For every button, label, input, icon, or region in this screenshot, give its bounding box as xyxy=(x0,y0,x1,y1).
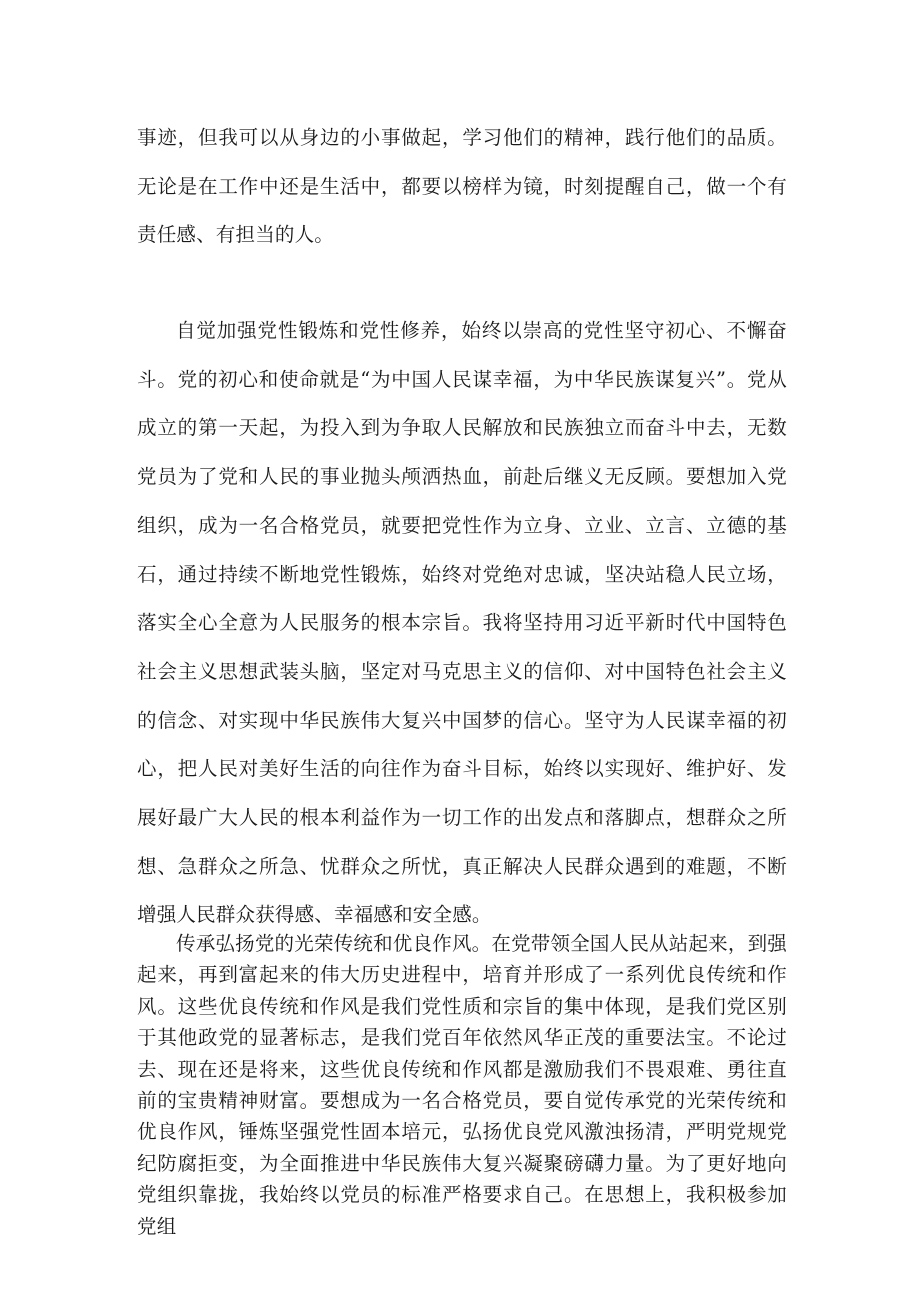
paragraph-continuation: 事迹，但我可以从身边的小事做起，学习他们的精神，践行他们的品质。无论是在工作中还是生活中，都要以榜样为镜，时刻提醒自己，做一个有责任感、有担当的人。 xyxy=(137,126,787,247)
paragraph-traditions: 传承弘扬党的光荣传统和优良作风。在党带领全国人民从站起来，到强起来，再到富起来的伟大历史进程中，培育并形成了一系列优良传统和作风。这些优良传统和作风是我们党性质和宗旨的集中体现，是我们党区别于其他政党的显著标志，是我们党百年依然风华正茂的重要法宝。不论过去、现在还是将来，这些优良传统和作风都是激励我们不畏艰难、勇往直前的宝贵精神财富。要想成为一名合格党员，要自觉传承党的光荣传统和优良作风，锤炼坚强党性固本培元，弘扬优良党风激浊扬清，严明党规党纪防腐拒变，为全面推进中华民族伟大复兴凝聚磅礴力量。为了更好地向党组织靠拢，我始终以党员的标准严格要求自己。在思想上，我积极参加党组 xyxy=(137,932,787,1238)
paragraph-party-spirit: 自觉加强党性锻炼和党性修养，始终以崇高的党性坚守初心、不懈奋斗。党的初心和使命就是“为中国人民谋幸福，为中华民族谋复兴”。党从成立的第一天起，为投入到为争取人民解放和民族独立而奋斗中去，无数党员为了党和人民的事业抛头颅洒热血，前赴后继义无反顾。要想加入党组织，成为一名合格党员，就要把党性作为立身、立业、立言、立德的基石，通过持续不断地党性锻炼，始终对党绝对忠诚，坚决站稳人民立场，落实全心全意为人民服务的根本宗旨。我将坚持用习近平新时代中国特色社会主义思想武装头脑，坚定对马克思主义的信仰、对中国特色社会主义的信念、对实现中华民族伟大复兴中国梦的信心。坚守为人民谋幸福的初心，把人民对美好生活的向往作为奋斗目标，始终以实现好、维护好、发展好最广大人民的根本利益作为一切工作的出发点和落脚点，想群众之所想、急群众之所急、忧群众之所忧，真正解决人民群众遇到的难题，不断增强人民群众获得感、幸福感和安全感。 xyxy=(137,319,787,927)
